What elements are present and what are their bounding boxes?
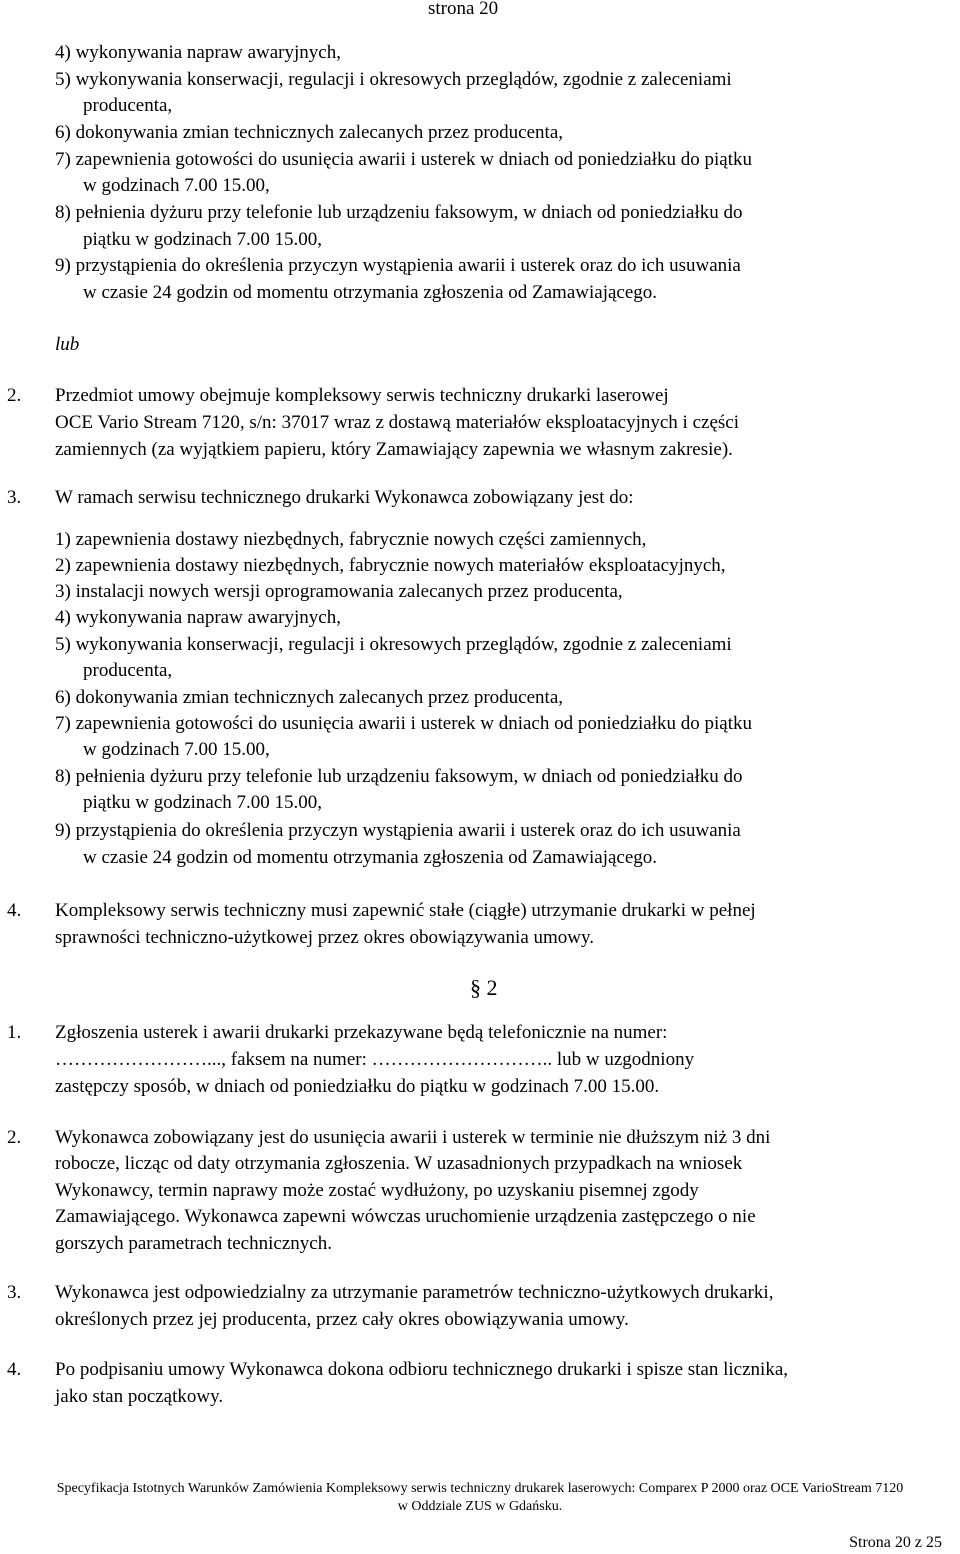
paragraph-line: OCE Vario Stream 7120, s/n: 37017 wraz z dostawą materiałów eksploatacyjnych i części: [55, 412, 739, 433]
list-item: 5) wykonywania konserwacji, regulacji i okresowych przeglądów, zgodnie z zaleceniami: [55, 634, 732, 655]
item-number: 1.: [7, 1022, 22, 1043]
list-item-continuation: piątku w godzinach 7.00 15.00,: [83, 229, 323, 250]
item-number: 2.: [7, 1127, 22, 1148]
list-item: 4) wykonywania napraw awaryjnych,: [55, 42, 341, 63]
list-item: 1) zapewnienia dostawy niezbędnych, fabrycznie nowych części zamiennych,: [55, 529, 647, 550]
list-item: 7) zapewnienia gotowości do usunięcia awarii i usterek w dniach od poniedziałku do piątku: [55, 713, 752, 734]
list-item-continuation: piątku w godzinach 7.00 15.00,: [83, 792, 323, 813]
list-item: 6) dokonywania zmian technicznych zalecanych przez producenta,: [55, 122, 563, 143]
paragraph-line: Wykonawcy, termin naprawy może zostać wydłużony, po uzyskaniu pisemnej zgody: [55, 1180, 699, 1201]
paragraph-line: Po podpisaniu umowy Wykonawca dokona odbioru technicznego drukarki i spisze stan licznika,: [55, 1359, 789, 1380]
footer-line: w Oddziale ZUS w Gdańsku.: [397, 1499, 563, 1514]
paragraph-line: ……………………..., faksem na numer: ……………………….. lub w uzgodniony: [55, 1049, 695, 1070]
paragraph-line: określonych przez jej producenta, przez cały okres obowiązywania umowy.: [55, 1309, 629, 1330]
lub-label: lub: [55, 334, 80, 355]
paragraph-line: Kompleksowy serwis techniczny musi zapewnić stałe (ciągłe) utrzymanie drukarki w pełnej: [55, 900, 756, 921]
list-item-continuation: w czasie 24 godzin od momentu otrzymania zgłoszenia od Zamawiającego.: [83, 847, 658, 868]
list-item: 8) pełnienia dyżuru przy telefonie lub urządzeniu faksowym, w dniach od poniedziałku do: [55, 202, 743, 223]
list-item: 5) wykonywania konserwacji, regulacji i okresowych przeglądów, zgodnie z zaleceniami: [55, 69, 732, 90]
paragraph-line: zastępczy sposób, w dniach od poniedziałku do piątku w godzinach 7.00 15.00.: [55, 1076, 660, 1097]
list-item: 4) wykonywania napraw awaryjnych,: [55, 607, 341, 628]
list-item-continuation: w czasie 24 godzin od momentu otrzymania zgłoszenia od Zamawiającego.: [83, 282, 658, 303]
list-item: 9) przystąpienia do określenia przyczyn wystąpienia awarii i usterek oraz do ich usuwania: [55, 820, 741, 841]
page-number: Strona 20 z 25: [849, 1534, 942, 1551]
list-item-continuation: producenta,: [83, 660, 173, 681]
list-item: 7) zapewnienia gotowości do usunięcia awarii i usterek w dniach od poniedziałku do piątku: [55, 149, 752, 170]
item-number: 3.: [7, 1282, 22, 1303]
paragraph-line: Wykonawca jest odpowiedzialny za utrzymanie parametrów techniczno-użytkowych drukarki,: [55, 1282, 774, 1303]
list-item-continuation: w godzinach 7.00 15.00,: [83, 175, 270, 196]
list-item: 9) przystąpienia do określenia przyczyn wystąpienia awarii i usterek oraz do ich usuwania: [55, 255, 741, 276]
list-item: 3) instalacji nowych wersji oprogramowania zalecanych przez producenta,: [55, 581, 623, 602]
paragraph-line: robocze, licząc od daty otrzymania zgłoszenia. W uzasadnionych przypadkach na wniosek: [55, 1153, 743, 1174]
paragraph-line: zamiennych (za wyjątkiem papieru, który Zamawiający zapewnia we własnym zakresie).: [55, 439, 733, 460]
item-number: 4.: [7, 1359, 22, 1380]
list-item: 2) zapewnienia dostawy niezbędnych, fabrycznie nowych materiałów eksploatacyjnych,: [55, 555, 726, 576]
list-item-continuation: w godzinach 7.00 15.00,: [83, 739, 270, 760]
footer-line: Specyfikacja Istotnych Warunków Zamówienia Kompleksowy serwis techniczny drukarek laserowych: Comparex P 2000 oraz OCE VarioStream 7120: [56, 1481, 904, 1496]
paragraph-line: Zamawiającego. Wykonawca zapewni wówczas uruchomienie urządzenia zastępczego o nie: [55, 1206, 756, 1227]
section-heading: § 2: [470, 975, 498, 1000]
paragraph-line: gorszych parametrach technicznych.: [55, 1233, 332, 1254]
list-item: 8) pełnienia dyżuru przy telefonie lub urządzeniu faksowym, w dniach od poniedziałku do: [55, 766, 743, 787]
paragraph-line: sprawności techniczno-użytkowej przez okres obowiązywania umowy.: [55, 927, 595, 948]
list-item: 6) dokonywania zmian technicznych zalecanych przez producenta,: [55, 687, 563, 708]
paragraph-line: W ramach serwisu technicznego drukarki Wykonawca zobowiązany jest do:: [55, 487, 634, 508]
paragraph-line: Zgłoszenia usterek i awarii drukarki przekazywane będą telefonicznie na numer:: [55, 1022, 668, 1043]
item-number: 3.: [7, 487, 22, 508]
page-header: strona 20: [428, 0, 499, 19]
paragraph-line: Wykonawca zobowiązany jest do usunięcia awarii i usterek w terminie nie dłuższym niż 3 dni: [55, 1127, 771, 1148]
paragraph-line: jako stan początkowy.: [55, 1386, 224, 1407]
paragraph-line: Przedmiot umowy obejmuje kompleksowy serwis techniczny drukarki laserowej: [55, 385, 669, 406]
list-item-continuation: producenta,: [83, 95, 173, 116]
item-number: 2.: [7, 385, 22, 406]
item-number: 4.: [7, 900, 22, 921]
